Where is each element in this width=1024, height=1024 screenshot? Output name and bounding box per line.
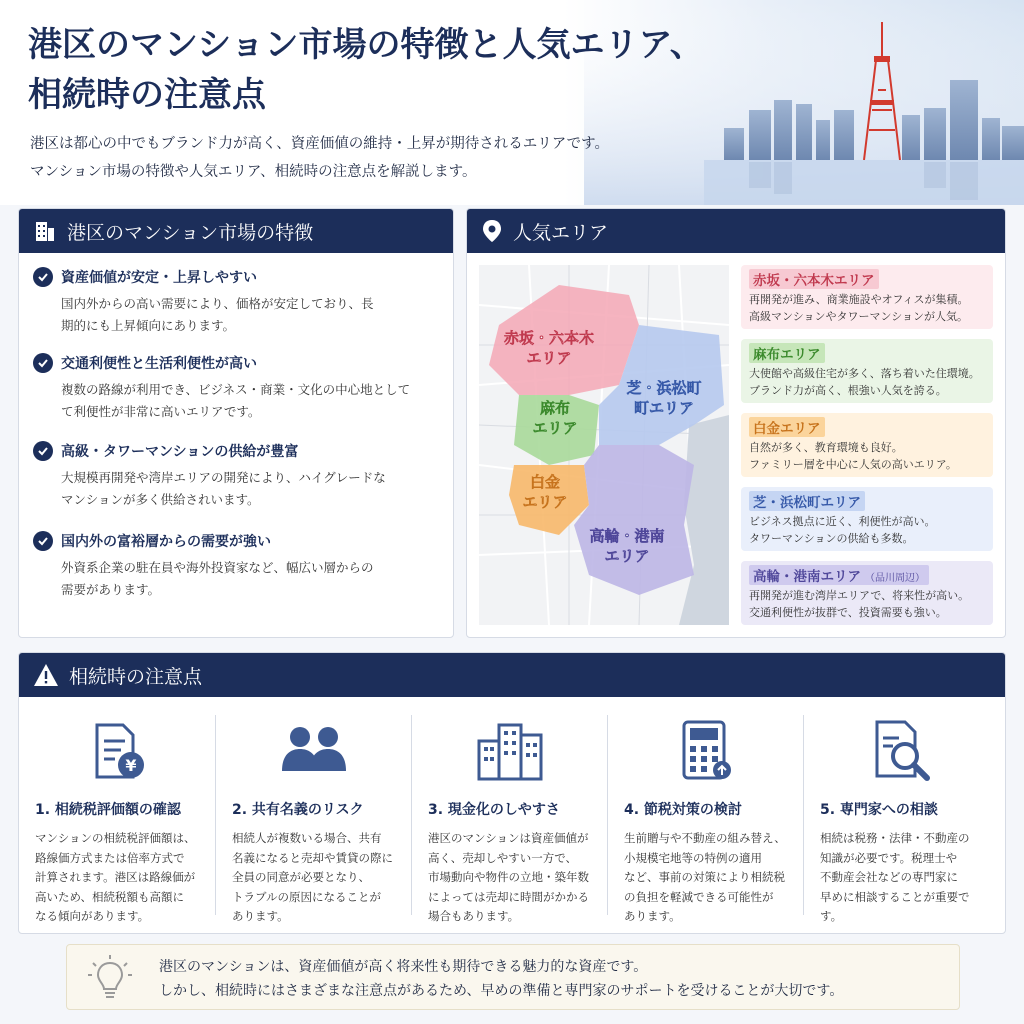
- step-title: 3. 現金化のしやすさ: [428, 802, 560, 818]
- minato-area-map: [479, 265, 729, 625]
- area-name: [749, 417, 825, 437]
- step-line: なる傾向があります。: [35, 909, 150, 923]
- caution-step-2: [216, 715, 411, 925]
- area-desc-line: 高級マンションやタワーマンションが人気。: [749, 310, 969, 323]
- feature-title: 高級・タワーマンションの供給が豊富: [61, 444, 299, 460]
- step-line: 場合もあります。: [428, 909, 520, 923]
- map-label-azabu: 麻布: [539, 399, 571, 417]
- popular-areas-card: [466, 208, 1006, 638]
- check-circle-icon: [33, 267, 53, 287]
- map-label-akasaka: 赤坂・六本木: [503, 329, 595, 347]
- document-yen-icon: [85, 719, 149, 783]
- subtitle-line-2: マンション市場の特徴や人気エリア、相続時の注意点を解説します。: [30, 164, 477, 180]
- area-name-text: 芝・浜松町エリア: [753, 495, 861, 511]
- area-desc-line: ビジネス拠点に近く、利便性が高い。: [749, 515, 936, 528]
- area-name: [749, 565, 929, 585]
- page-subtitle: [30, 130, 730, 186]
- feature-desc-line: 大規模再開発や湾岸エリアの開発により、ハイグレードな: [61, 470, 386, 485]
- market-feature-item: [33, 353, 441, 423]
- feature-desc-line: 期的にも上昇傾向にあります。: [61, 318, 236, 333]
- buildings-icon: [475, 719, 545, 783]
- step-line: トラブルの原因になることが: [232, 889, 382, 904]
- caution-step-4: [608, 715, 803, 925]
- step-line: 生前贈与や不動産の組み替え、: [624, 831, 786, 845]
- map-label-takanawa-area: エリア: [604, 547, 650, 565]
- step-line: 高く、売却しやすい一方で、: [428, 850, 578, 865]
- caution-title: 相続時の注意点: [69, 665, 203, 688]
- map-label-shiba-area: 町エリア: [633, 399, 695, 417]
- step-line: 高いため、相続税額も高額に: [35, 889, 185, 904]
- area-card-azabu: [741, 339, 993, 403]
- area-desc-line: タワーマンションの供給も多数。: [749, 532, 914, 545]
- area-desc-line: 大使館や高級住宅が多く、落ち着いた住環境。: [749, 367, 980, 380]
- check-circle-icon: [33, 531, 53, 551]
- subtitle-line-1: 港区は都心の中でもブランド力が高く、資産価値の維持・上昇が期待されるエリアです。: [30, 136, 609, 152]
- step-line: あります。: [232, 909, 289, 923]
- area-desc-line: ブランド力が高く、根強い人気を誇る。: [749, 384, 947, 397]
- step-line: の負担を軽減できる可能性が: [624, 889, 774, 904]
- lightbulb-icon: [85, 953, 135, 1003]
- area-name-text: 白金エリア: [753, 421, 821, 437]
- page-title: [28, 20, 788, 120]
- step-line: 計算されます。港区は路線価が: [35, 870, 196, 884]
- page-header: [0, 0, 1024, 205]
- area-note: （品川周辺）: [865, 573, 925, 584]
- area-desc-line: 再開発が進み、商業施設やオフィスが集積。: [749, 293, 969, 306]
- map-pin-icon: [481, 219, 503, 243]
- step-line: 相続人が複数いる場合、共有: [232, 831, 382, 845]
- summary-line: しかし、相続時にはさまざまな注意点があるため、早めの準備と専門家のサポートを受けることが大切です。: [159, 983, 844, 999]
- feature-title: 交通利便性と生活利便性が高い: [61, 356, 257, 372]
- area-card-shiba: [741, 487, 993, 551]
- area-card-akasaka: [741, 265, 993, 329]
- step-line: によっては売却に時間がかかる: [428, 889, 589, 904]
- step-line: 港区のマンションは資産価値が: [428, 831, 589, 845]
- feature-title: 国内外の富裕層からの需要が強い: [61, 534, 271, 550]
- caution-step-5: [804, 715, 999, 925]
- feature-desc-line: 国内外からの高い需要により、価格が安定しており、長: [61, 296, 374, 311]
- area-name: [749, 269, 879, 289]
- area-desc-line: 再開発が進む湾岸エリアで、将来性が高い。: [749, 589, 970, 602]
- map-label-azabu-area: エリア: [532, 419, 578, 437]
- step-line: 早めに相談することが重要です。: [820, 889, 970, 923]
- title-line-2: 相続時の注意点: [28, 75, 266, 115]
- feature-desc-line: マンションが多く供給されいます。: [61, 492, 260, 507]
- step-title: 5. 専門家への相談: [820, 802, 938, 818]
- caution-step-3: [412, 715, 607, 925]
- step-line: 知識が必要です。税理士や: [820, 850, 958, 865]
- market-features-card: [18, 208, 454, 638]
- map-label-shirokane: 白金: [529, 473, 561, 491]
- popular-areas-title: 人気エリア: [513, 221, 609, 244]
- step-line: マンションの相続税評価額は、: [35, 831, 196, 845]
- caution-header: [19, 653, 1005, 697]
- caution-step-1: [19, 715, 214, 925]
- feature-desc-line: 需要があります。: [61, 582, 161, 597]
- market-feature-item: [33, 441, 441, 511]
- map-label-shiba: 芝・浜松町: [626, 379, 702, 397]
- step-title: 4. 節税対策の検討: [624, 802, 742, 818]
- area-name: [749, 491, 865, 511]
- calculator-icon: [676, 718, 736, 784]
- market-features-title: 港区のマンション市場の特徴: [67, 221, 314, 244]
- magnifier-document-icon: [869, 718, 935, 784]
- step-line: 不動産会社などの専門家に: [820, 870, 958, 884]
- feature-title: 資産価値が安定・上昇しやすい: [61, 270, 257, 286]
- warning-icon: [33, 663, 59, 687]
- people-icon: [274, 721, 354, 781]
- feature-desc-line: て利便性が非常に高いエリアです。: [61, 404, 261, 419]
- check-circle-icon: [33, 441, 53, 461]
- step-line: 名義になると売却や賃貸の際に: [232, 850, 393, 865]
- check-circle-icon: [33, 353, 53, 373]
- area-desc-line: 自然が多く、教育環境も良好。: [749, 441, 903, 454]
- market-feature-item: [33, 267, 441, 337]
- map-label-shirokane-area: エリア: [522, 493, 568, 511]
- step-line: 路線価方式または倍率方式で: [35, 850, 185, 865]
- step-line: あります。: [624, 909, 681, 923]
- area-desc-line: ファミリー層を中心に人気の高いエリア。: [749, 458, 957, 471]
- step-line: 相続は税務・法律・不動産の: [820, 831, 970, 845]
- map-label-takanawa: 高輪・港南: [589, 527, 665, 545]
- step-title: 1. 相続税評価額の確認: [35, 802, 181, 818]
- svg-text:¥: ¥: [124, 756, 137, 775]
- market-feature-item: [33, 531, 441, 601]
- area-name-text: 高輪・港南エリア: [753, 569, 861, 585]
- step-line: 全員の同意が必要となり、: [232, 870, 370, 884]
- step-line: 市場動向や物件の立地・築年数: [428, 870, 589, 884]
- area-name: [749, 343, 825, 363]
- title-line-1: 港区のマンション市場の特徴と人気エリア、: [28, 25, 704, 65]
- area-desc-line: 交通利便性が抜群で、投資需要も強い。: [749, 606, 947, 619]
- summary-footer: [66, 944, 960, 1010]
- summary-line: 港区のマンションは、資産価値が高く将来性も期待できる魅力的な資産です。: [159, 959, 648, 975]
- popular-areas-header: [467, 209, 1005, 253]
- market-features-header: [19, 209, 453, 253]
- step-line: など、事前の対策により相続税: [624, 870, 785, 884]
- step-title: 2. 共有名義のリスク: [232, 802, 364, 818]
- inheritance-caution-card: [18, 652, 1006, 934]
- map-label-akasaka-area: エリア: [526, 349, 572, 367]
- area-name-text: 麻布エリア: [753, 347, 821, 363]
- building-icon: [33, 219, 57, 243]
- area-name-text: 赤坂・六本木エリア: [753, 273, 875, 289]
- area-card-shirokane: [741, 413, 993, 477]
- step-line: 小規模宅地等の特例の適用: [624, 850, 762, 865]
- feature-desc-line: 外資系企業の駐在員や海外投資家など、幅広い層からの: [61, 560, 374, 575]
- summary-text: [159, 955, 843, 1003]
- area-card-takanawa: [741, 561, 993, 625]
- feature-desc-line: 複数の路線が利用でき、ビジネス・商業・文化の中心地として: [61, 382, 411, 397]
